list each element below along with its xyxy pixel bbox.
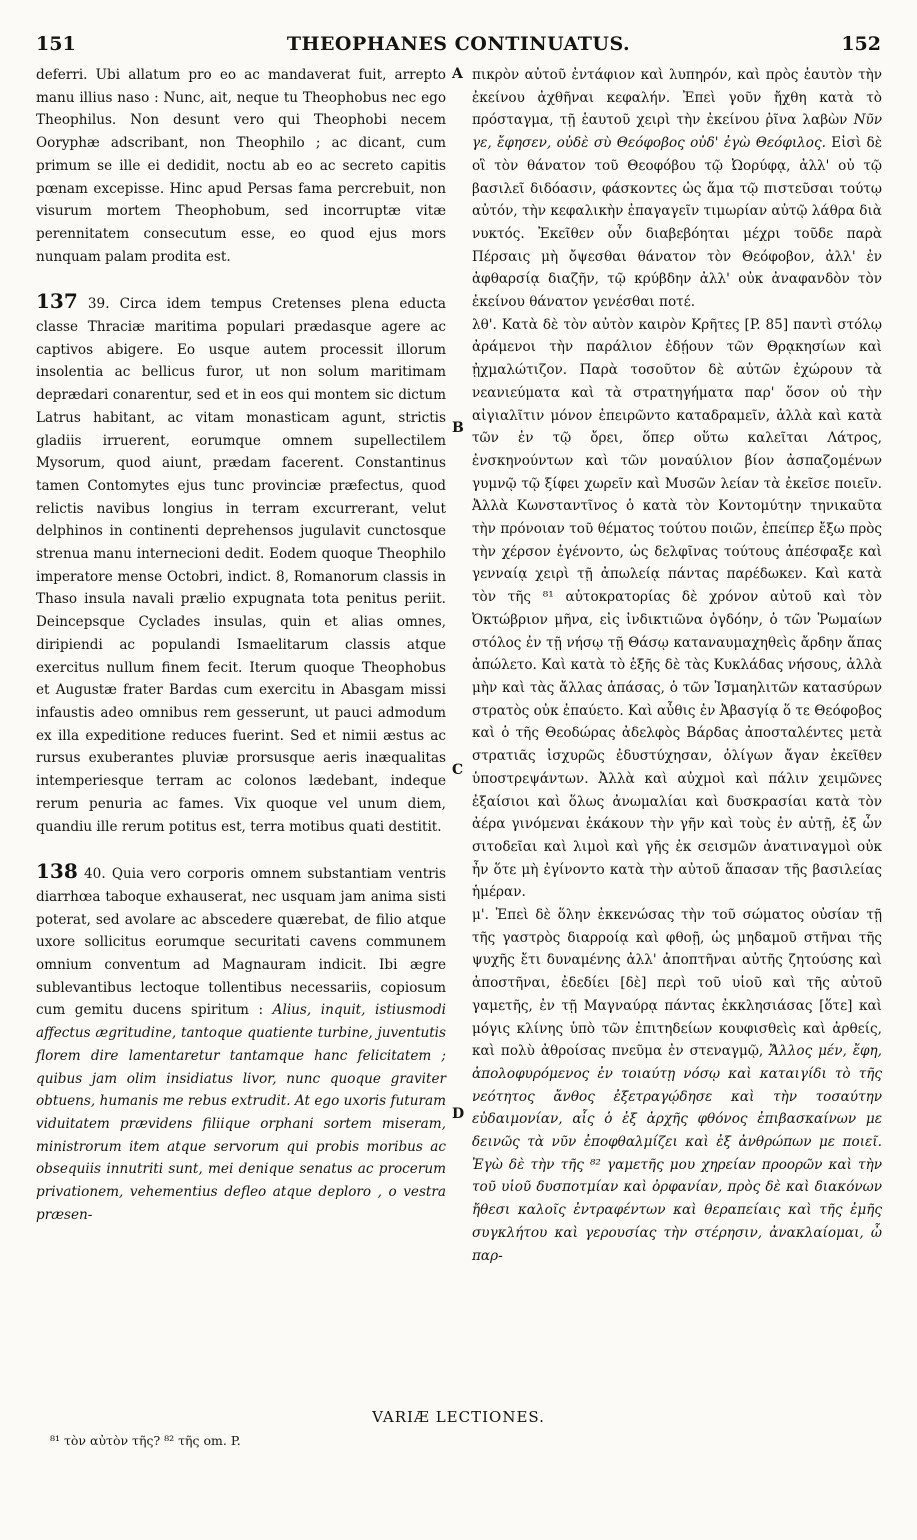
latin-section-138-text: 40. Quia vero corporis omnem substantiam ventris diarrhœa taboque exhauserat, nec usquam jam anima sisti poterat, sed avolare ac abscedere quærebat, de filio atque uxore sollicitus eorumque securitati cavens communem omnium conventum ad Magnauram indicit. Ibi ægre sublevantibus lectoque tollentibus necessariis, copiosum cum gemitu ducens spiritum : (36, 866, 446, 1019)
greek-column (472, 64, 882, 1267)
latin-section-138 (36, 860, 446, 1226)
margin-letter-c: C (452, 762, 464, 778)
greek-speech: Ἄλλος μέν, ἔφη, ἀπολοφυρόμενος ἐν τοιαύτῃ νόσῳ καὶ καταιγίδι τὸ τῆς νεότητος ἄνθος ἐξετραγῴδησε καὶ τὴν τοσαύτην εὐδαιμονίαν, αἷς ὁ ἐξ ἀρχῆς φθόνος ἐπιβασκαίνων με δεινῶς τὰ νῦν ἐποφθαλμίζει καὶ ἐξ ἀνθρώπων με ποιεῖ. Ἐγὼ δὲ τὴν τῆς ⁸² γαμετῆς μου χηρείαν προορῶν καὶ τὴν τοῦ υἱοῦ δυσποτμίαν καὶ ὀρφανίαν, πρὸς δὲ καὶ διακόνων ἤθεσι καλοῖς ἐντραφέντων καὶ θεραπείαις καὶ τῆς ἐμῆς συγκλήτου καὶ γερουσίας τὴν στέρησιν, ἀνακλαίομαι, ὦ παρ- (472, 1043, 882, 1264)
latin-column (36, 64, 446, 1226)
greek-text: πικρὸν αὐτοῦ ἐντάφιον καὶ λυπηρόν, καὶ πρὸς ἑαυτὸν τὴν ἐκείνου ἀχθῆναι κεφαλήν. Ἐπεὶ γοῦν ἤχθη κατὰ τὸ πρόσταγμα, τῇ ἑαυτοῦ χειρὶ τὴν ἐκείνου ῥῖνα λαβὼν (472, 67, 882, 129)
latin-speech: Alius, inquit, istiusmodi affectus ægritudine, tantoque quatiente turbine, juventutis florem dire lamentaretur tantamque hanc felicitatem ; quibus jam olim insidiatus livor, nunc quoque graviter obtuens, humanis me rebus extrudit. At ego uxoris futuram viduitatem prævidens filiique orphani sortem miseram, ministrorum item atque servorum qui probis moribus ac obsequiis innutriti sunt, mei denique senatus ac procerum privationem, vehementius defleo atque deploro , o vestra præsen- (36, 1002, 447, 1223)
variae-lectiones-heading: VARIÆ LECTIONES. (372, 1408, 545, 1426)
margin-letter-d: D (452, 1106, 465, 1122)
left-page-number: 151 (36, 33, 76, 55)
greek-text: Εἰσὶ δὲ οἳ τὸν θάνατον τοῦ Θεοφόβου τῷ Ὠορύφᾳ, ἀλλ' οὐ τῷ βασιλεῖ διδόασιν, φάσκοντες ὡς ἅμα τῷ πιστεῦσαι τούτῳ αὐτόν, τὴν κεφαλικὴν ἐπαγαγεῖν τιμωρίαν αὐτῷ λάθρα διὰ νυκτός. Ἐκεῖθεν οὖν διαβεβόηται μέχρι τοῦδε παρὰ Πέρσαις μὴ ὄψεσθαι θάνατον τὸν Θεόφοβον, ἀλλ' ἐν ἀφθαρσίᾳ διαζῆν, τῷ κρύβδην ἀλλ' οὐκ ἀναφανδὸν τὸν ἐκείνου θάνατον γενέσθαι ποτέ. (472, 135, 882, 311)
latin-section-137-text: 39. Circa idem tempus Cretenses plena educta classe Thraciæ maritima populari prædasque agere ac captivos abigere. Eo usque autem processit illorum insolentia ac bellicus furor, ut non solum maritimam deprædari conarentur, sed et in eos qui montem sic dictum Latrus habitant, ac vitam monasticam agunt, strictis gladiis irruerent, eorumque omnem supellectilem Mysorum, quod aiunt, prædam facerent. Constantinus tamen Contomytes ejus tunc provinciæ præfectus, quod relictis navibus longius in terram excurrerant, velut delphinos in continenti deprehensos jugulavit cunctosque strenua manu internecioni dedit. Eodem quoque Theophilo imperatore mense Octobri, indict. 8, Romanorum classis in Thaso insula navali prælio expugnata tota penitus periit. Deincepsque Cyclades insulas, quin et alias omnes, diripiendi ac populandi Ismaelitarum classis atque exercitus nullum finem fecit. Iterum quoque Theophobus et Augustæ frater Bardas cum exercitu in Abasgam missi infaustis adeo omnibus rem gesserunt, ut pauci admodum ex illa expeditione reduces fuerint. Sed et nimii æstus ac rursus exuberantes pluviæ prorsusque aeris inæqualitas intemperiesque terram ac colonos lædebant, indeque rerum penuria ac fames. Vix quoque vel unum diem, quandiu ille rerum potitus est, terra motibus quati destitit. (36, 296, 446, 835)
running-title: THEOPHANES CONTINUATUS. (286, 33, 631, 55)
margin-letter-b: B (452, 420, 464, 436)
greek-speech: Νῦν γε, ἔφησεν, οὐδὲ σὺ Θεόφοβος οὐδ' ἐγὼ Θεόφιλος. (472, 112, 883, 152)
greek-text: μ'. Ἐπεὶ δὲ ὅλην ἐκκενώσας τὴν τοῦ σώματος οὐσίαν τῇ τῆς γαστρὸς διαρροίᾳ καὶ φθοῇ, ὡς μηδαμοῦ στῆναι τῆς ψυχῆς ἔτι δυναμένης ἀλλ' ἀποπτῆναι αὐτῆς ζητούσης καὶ ἀποστῆναι, ἐδεδίει [δὲ] περὶ τοῦ υἱοῦ καὶ τῆς αὐτοῦ γαμετῆς, ἐν τῇ Μαγναύρᾳ πάντας ἐκκλησιάσας [ὅτε] καὶ μόγις κλίνης ὑπὸ τῶν ἐπιτηδείων κουφισθεὶς καὶ ἀρθείς, καὶ πολὺ ἀθροίσας πνεῦμα ἐν στεναγμῷ, (472, 907, 882, 1060)
margin-letter-a: A (452, 66, 463, 82)
greek-paragraph-3 (472, 904, 882, 1267)
right-page-number: 152 (841, 33, 881, 55)
section-number-137: 137 (36, 289, 78, 314)
greek-paragraph-1 (472, 64, 882, 314)
running-head (36, 30, 881, 58)
latin-paragraph: deferri. Ubi allatum pro eo ac mandaverat fuit, arrepto manu illius naso : Nunc, ait, neque tu Theophobus nec ego Theophilus. Non desunt vero qui Theophobi necem Ooryphæ adscribant, non Theophilo ; ac dicant, cum primum se ille ei dedidit, noctu ab eo ac secreto capitis pœnam excepisse. Hinc apud Persas fama percrebuit, non visurum mortem Theophobum, sed incorruptæ vitæ perennitatem consecutum esse, eo quod ejus mors nunquam palam prodita est. (36, 67, 446, 265)
latin-section-137 (36, 290, 446, 838)
footnotes: ⁸¹ τὸν αὐτὸν τῆς? ⁸² τῆς om. P. (50, 1433, 241, 1448)
section-number-138: 138 (36, 859, 78, 884)
greek-paragraph-2: λθ'. Κατὰ δὲ τὸν αὐτὸν καιρὸν Κρῆτες [P. 85] παντὶ στόλῳ ἀράμενοι τὴν παράλιον ἐδῄουν τῶν Θρᾳκησίων καὶ ᾐχμαλώτιζον. Παρὰ τοσοῦτον δὲ αὐτῶν ἐχώρουν τὰ νεανιεύματα καὶ τὰ στρατηγήματα παρ' ὅσον οὐ τὴν αἰγιαλῖτιν μόνον ἐπειρῶντο καταδραμεῖν, ἀλλὰ καὶ κατὰ τῶν ἐν τῷ ὄρει, ὅπερ οὕτω καλεῖται Λάτρος, ἐνσκηνούντων καὶ τῶν μοναύλιον βίον ἀσπαζομένων γυμνῷ τῷ ξίφει χωρεῖν καὶ Μυσῶν λείαν τὰ ἐκεῖσε ποιεῖν. Ἀλλὰ Κωνσταντῖνος ὁ κατὰ τὸν Κοντομύτην τηνικαῦτα τὴν πρόνοιαν τοῦ θέματος τούτου ποιῶν, ἐπείπερ ἔξω πρὸς τὴν χέρσον ἐγένοντο, ὡς δελφῖνας τούτους ἀπέσφαξε καὶ γενναίᾳ χειρὶ τῇ ἀπωλείᾳ πάντας παρέδωκεν. Καὶ κατὰ τὸν τῆς ⁸¹ αὐτοκρατορίας δὲ χρόνον αὐτοῦ καὶ τὸν Ὀκτώβριον μῆνα, εἰς ἰνδικτιῶνα ὀγδόην, ὁ τῶν Ῥωμαίων στόλος ἐν τῇ νήσῳ τῇ Θάσῳ καταναυμαχηθεὶς ἄρδην ἅπας ἀπώλετο. Καὶ κατὰ τὸ ἑξῆς δὲ τὰς Κυκλάδας νήσους, ἀλλὰ μὴν καὶ τὰς ἄλλας ἁπάσας, ὁ τῶν Ἰσμαηλιτῶν κατασύρων στρατὸς οὐκ ἐπαύετο. Καὶ αὖθις ἐν Ἀβασγίᾳ ὅ τε Θεόφοβος καὶ ὁ τῆς Θεοδώρας ἀδελφὸς Βάρδας ἀποσταλέντες μετὰ στρατιᾶς ἰσχυρῶς ἐδυστύχησαν, ὀλίγων ἄγαν ἐκεῖθεν ὑποστρεψάντων. Ἀλλὰ καὶ αὐχμοὶ καὶ πάλιν χειμῶνες ἐξαίσιοι καὶ ὅλως ἀνωμαλίαι καὶ δυσκρασίαι κατὰ τὸν ἀέρα γινόμεναι ἐκάκουν τὴν γῆν καὶ τοὺς ἐν αὐτῇ, ἐξ ὧν σιτοδεῖαι καὶ λιμοὶ καὶ γῆς ἐκ σεισμῶν ἀνατιναγμοὶ οὐκ ἦν ὅτε μὴ ἐγίνοντο κατὰ τὴν αὐτοῦ ἅπασαν τῆς βασιλείας ἡμέραν. (472, 316, 882, 901)
